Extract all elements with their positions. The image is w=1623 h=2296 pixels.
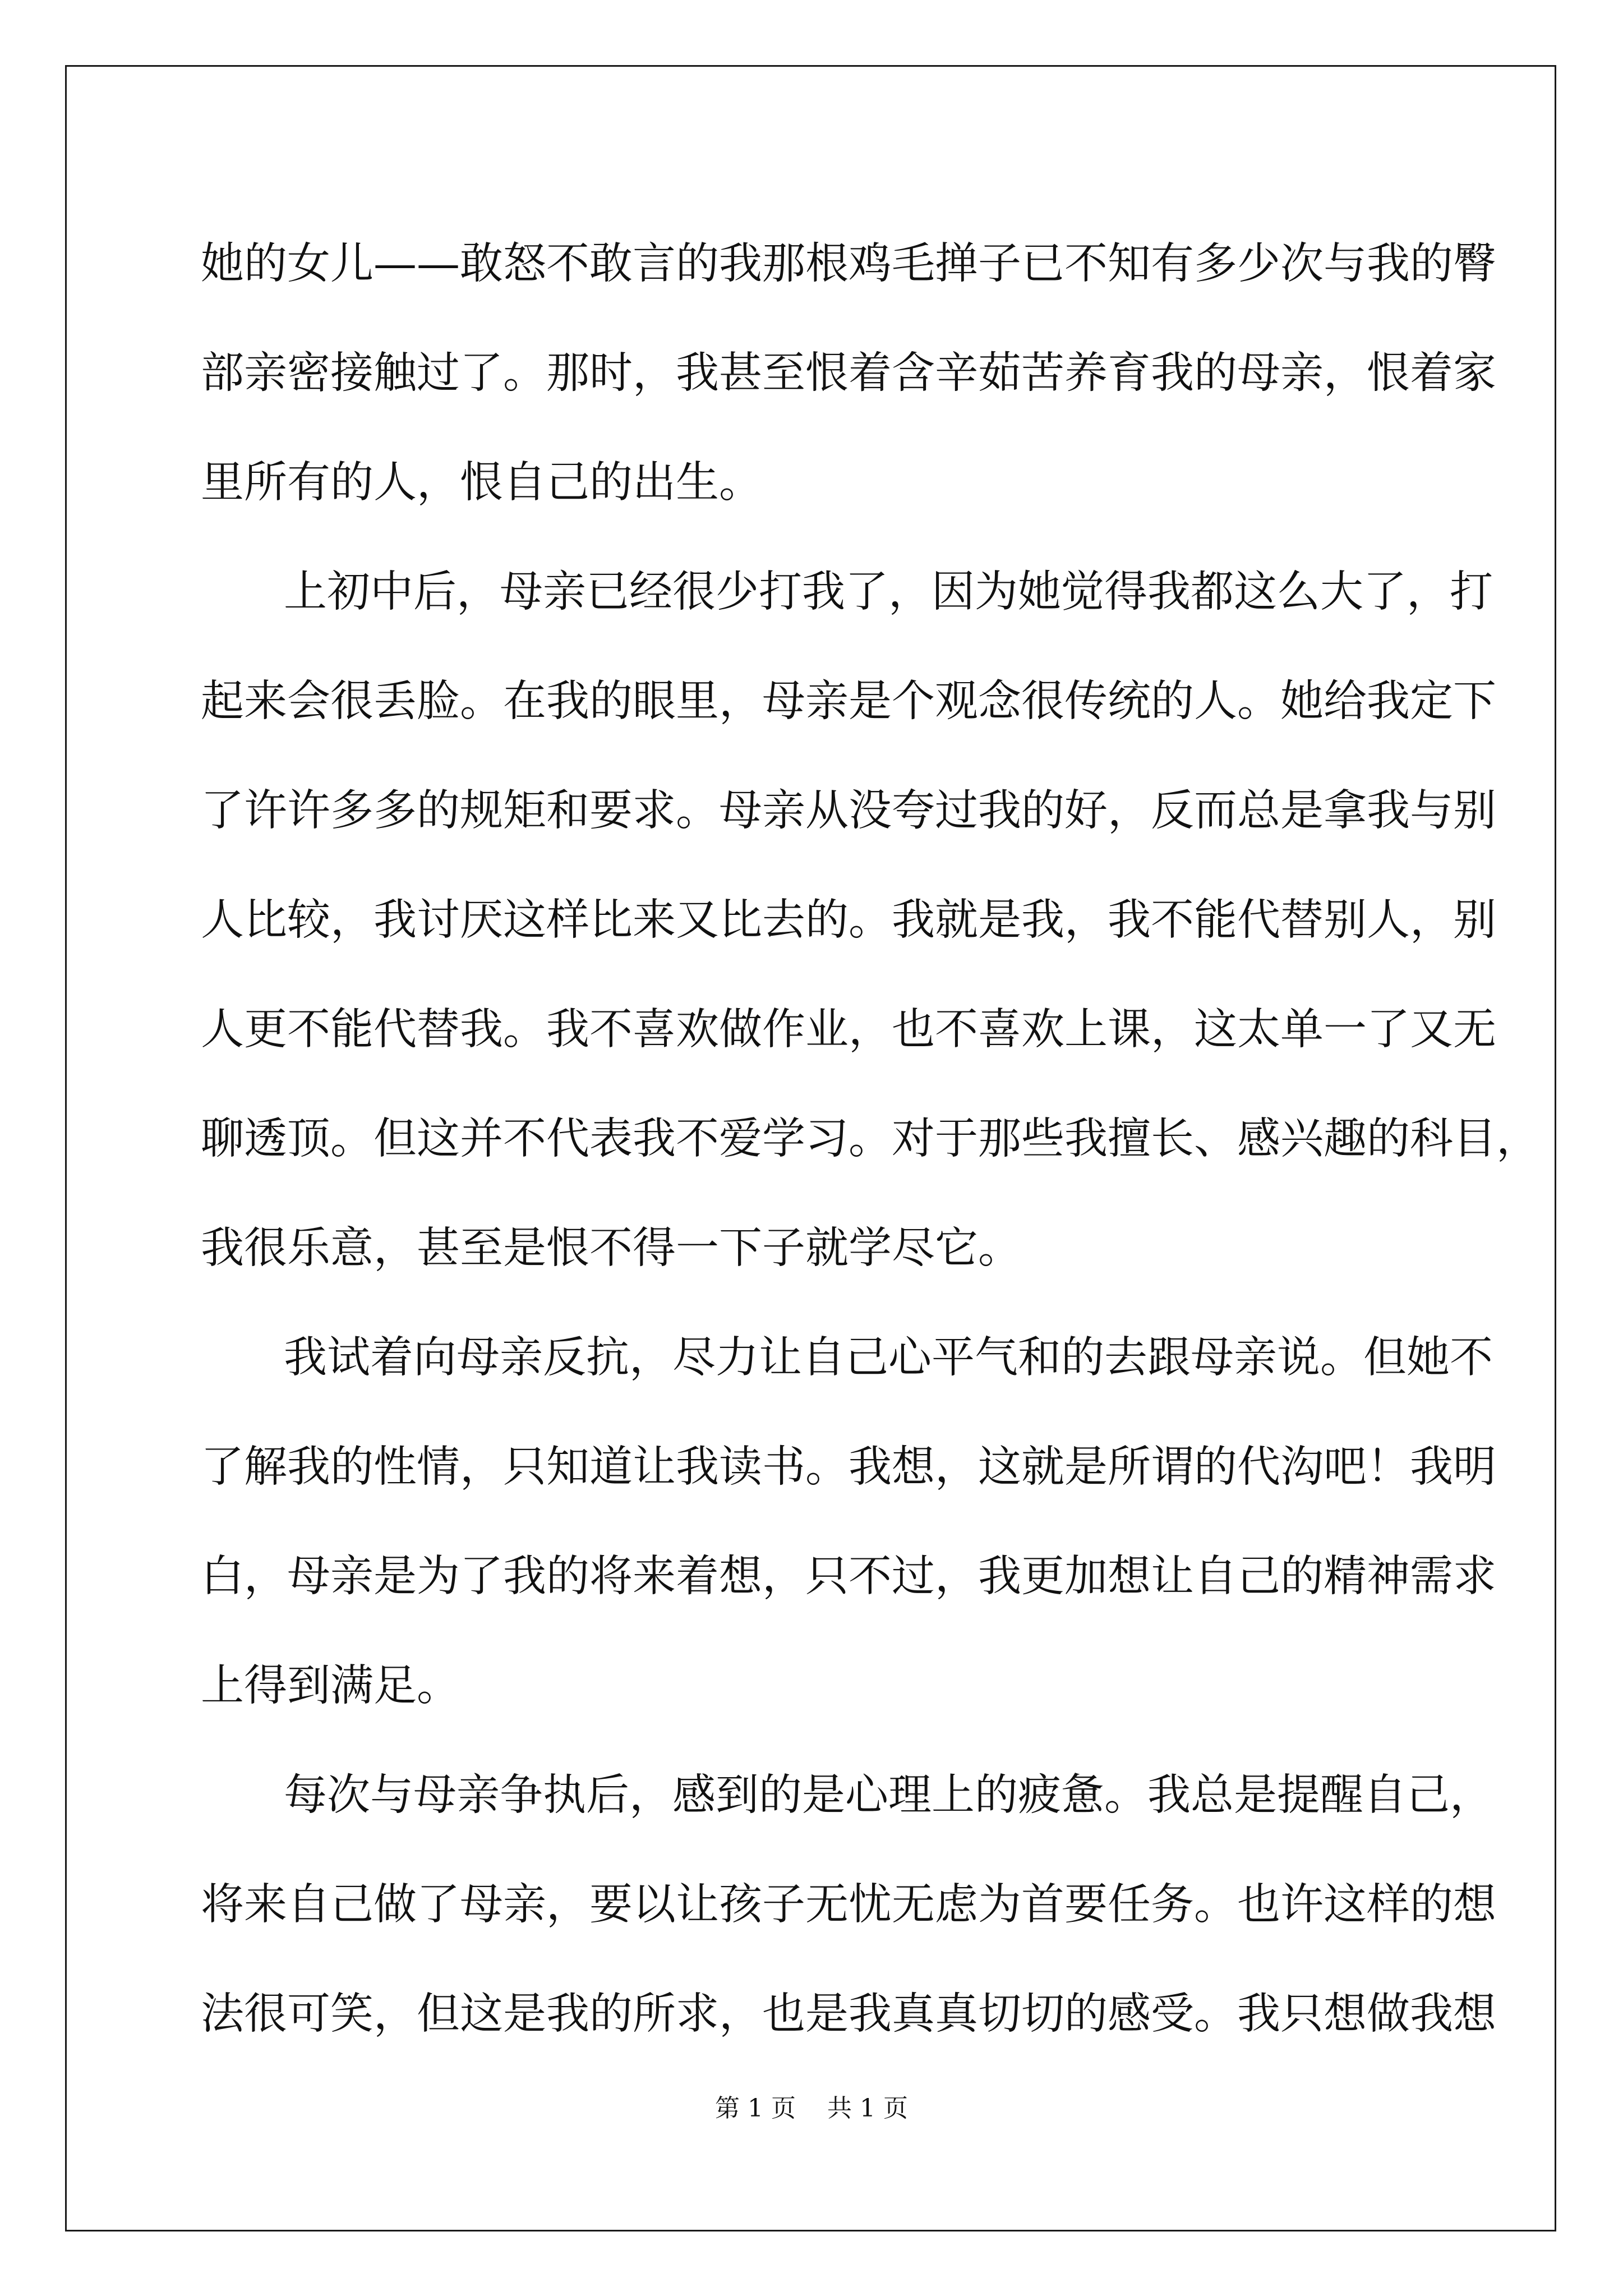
text-line: 了解我的性情，只知道让我读书。我想，这就是所谓的代沟吧！我明 (201, 1442, 1496, 1492)
text-line: 起来会很丢脸。在我的眼里，母亲是个观念很传统的人。她给我定下 (201, 677, 1496, 726)
text-line: 白，母亲是为了我的将来着想，只不过，我更加想让自己的精神需求 (201, 1552, 1496, 1602)
text-line: 她的女儿——敢怒不敢言的我那根鸡毛掸子已不知有多少次与我的臀 (201, 239, 1496, 289)
text-line: 聊透顶。但这并不代表我不爱学习。对于那些我擅长、感兴趣的科目， (201, 1114, 1539, 1164)
text-line: 人比较，我讨厌这样比来又比去的。我就是我，我不能代替别人，别 (201, 895, 1496, 945)
page-number: 第 1 页 (715, 2094, 796, 2123)
text-line: 每次与母亲争执后，感到的是心理上的疲惫。我总是提醒自己， (284, 1770, 1493, 1820)
text-line: 上得到满足。 (201, 1661, 460, 1711)
text-line: 部亲密接触过了。那时，我甚至恨着含辛茹苦养育我的母亲，恨着家 (201, 348, 1496, 398)
text-line: 了许许多多的规矩和要求。母亲从没夸过我的好，反而总是拿我与别 (201, 786, 1496, 836)
total-pages: 共 1 页 (827, 2094, 908, 2123)
page-footer (0, 2088, 1623, 2124)
text-line: 我试着向母亲反抗，尽力让自己心平气和的去跟母亲说。但她不 (284, 1333, 1493, 1383)
text-line: 法很可笑，但这是我的所求，也是我真真切切的感受。我只想做我想 (201, 1989, 1496, 2039)
text-line: 人更不能代替我。我不喜欢做作业，也不喜欢上课，这太单一了又无 (201, 1005, 1496, 1055)
text-line: 里所有的人，恨自己的出生。 (201, 458, 762, 508)
text-line: 将来自己做了母亲，要以让孩子无忧无虑为首要任务。也许这样的想 (201, 1880, 1496, 1930)
text-line: 上初中后，母亲已经很少打我了，因为她觉得我都这么大了，打 (284, 567, 1493, 617)
text-line: 我很乐意，甚至是恨不得一下子就学尽它。 (201, 1223, 1021, 1273)
document-body (201, 209, 1539, 2069)
